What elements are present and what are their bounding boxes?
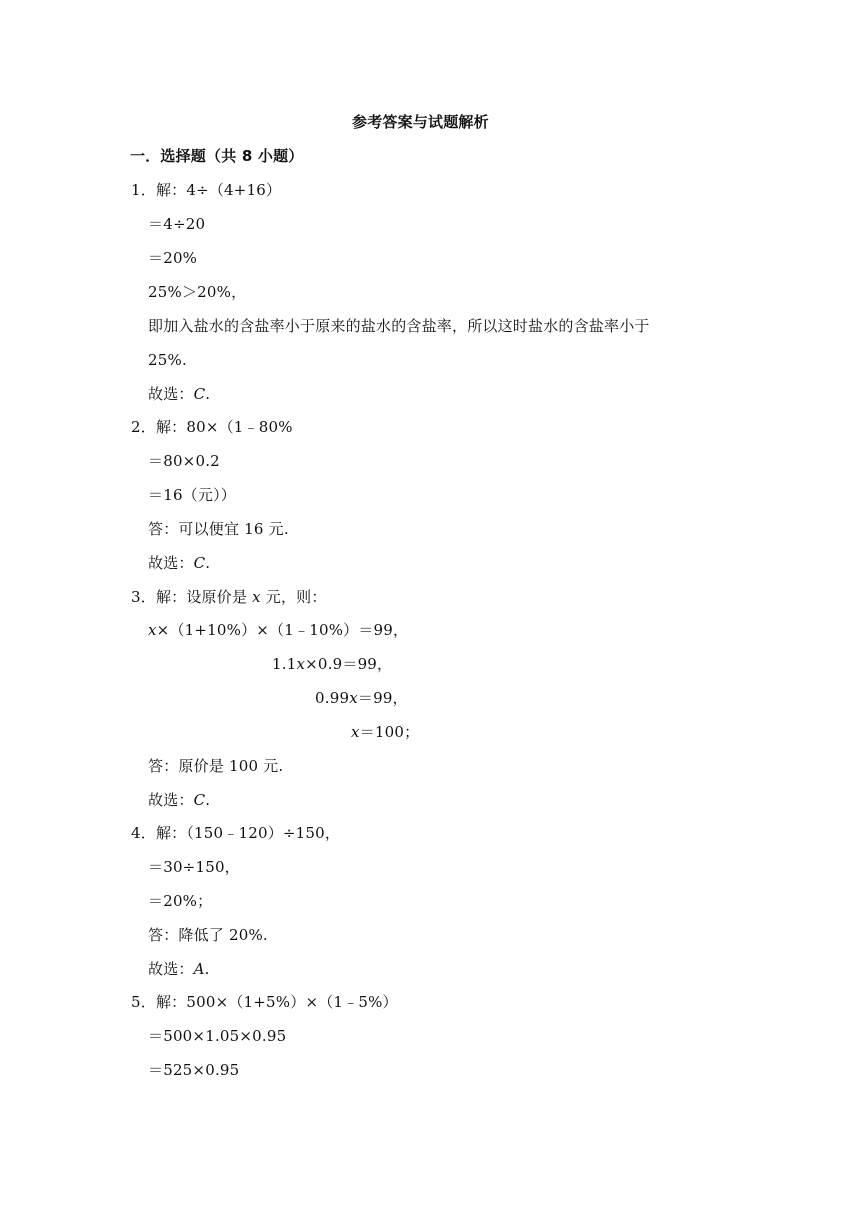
choice-suffix: .: [205, 385, 211, 403]
q4-choice: [148, 959, 210, 979]
q4-line-4: 答：降低了 20%.: [148, 926, 268, 944]
q2-line-2: ＝80×0.2: [148, 452, 220, 470]
q3-text: 1.1: [272, 655, 297, 673]
q1-line-2: ＝4÷20: [148, 215, 206, 233]
q3-text: 3．解：设原价是: [131, 588, 253, 606]
q1-choice: [148, 384, 210, 404]
q3-text: ＝100；: [359, 723, 420, 741]
q5-line-1: 5．解：500×（1+5%）×（1﹣5%）: [131, 993, 398, 1011]
q3-line-1: [131, 587, 327, 607]
q1-line-3: ＝20%: [148, 249, 198, 267]
choice-answer: A: [193, 960, 205, 978]
q1-line-6: 25%.: [148, 351, 187, 369]
choice-prefix: 故选：: [148, 960, 194, 978]
variable-x: x: [296, 655, 306, 673]
choice-suffix: .: [205, 554, 211, 572]
q3-text: 元，则：: [260, 588, 327, 606]
q3-text: ＝99，: [357, 689, 408, 707]
q1-line-4: 25%＞20%，: [148, 283, 247, 301]
choice-suffix: .: [205, 791, 211, 809]
q2-line-4: 答：可以便宜 16 元.: [148, 520, 289, 538]
choice-prefix: 故选：: [148, 554, 194, 572]
q3-choice: [148, 790, 210, 810]
choice-prefix: 故选：: [148, 385, 194, 403]
choice-prefix: 故选：: [148, 791, 194, 809]
q2-line-3: ＝16（元））: [148, 486, 236, 504]
section-heading: 一．选择题（共 8 小题）: [130, 147, 304, 165]
page-title: 参考答案与试题解析: [352, 113, 489, 131]
q3-text: 0.99: [315, 689, 350, 707]
q3-line-4: [315, 688, 408, 708]
q2-choice: [148, 553, 210, 573]
q1-line-1: 1．解：4÷（4+16）: [131, 181, 282, 199]
q1-line-5: 即加入盐水的含盐率小于原来的盐水的含盐率，所以这时盐水的含盐率小于: [148, 317, 650, 335]
q3-text: ×0.9＝99，: [305, 655, 393, 673]
variable-x: x: [349, 689, 358, 707]
q3-line-6: 答：原价是 100 元.: [148, 757, 284, 775]
q4-line-2: ＝30÷150，: [148, 858, 240, 876]
variable-x: x: [252, 588, 261, 606]
q3-line-5: [351, 722, 419, 742]
variable-x: x: [351, 723, 360, 741]
choice-suffix: .: [204, 960, 210, 978]
variable-x: x: [148, 621, 157, 639]
q5-line-3: ＝525×0.95: [148, 1061, 240, 1079]
q4-line-3: ＝20%；: [148, 892, 213, 910]
choice-answer: C: [193, 791, 206, 809]
q3-text: ×（1+10%）×（1﹣10%）＝99，: [156, 621, 409, 639]
choice-answer: C: [193, 385, 206, 403]
q3-line-2: [148, 620, 408, 640]
choice-answer: C: [193, 554, 206, 572]
q2-line-1: 2．解：80×（1﹣80%: [131, 418, 293, 436]
q3-line-3: [272, 654, 392, 674]
q5-line-2: ＝500×1.05×0.95: [148, 1027, 287, 1045]
q4-line-1: 4．解：（150﹣120）÷150，: [131, 824, 341, 842]
